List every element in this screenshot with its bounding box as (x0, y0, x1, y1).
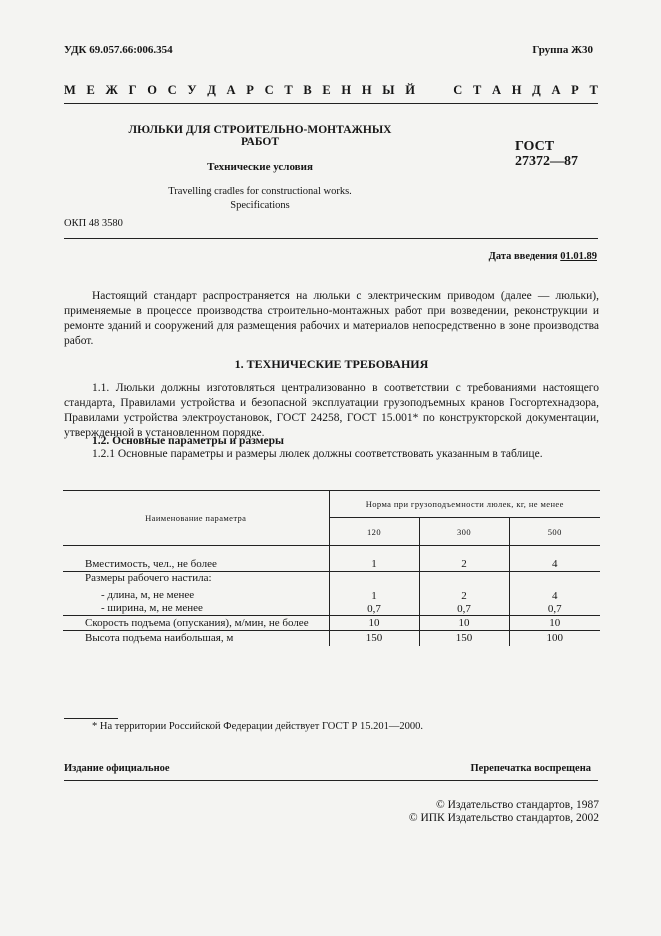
middle-rule (64, 238, 598, 239)
title-line-1: ЛЮЛЬКИ ДЛЯ СТРОИТЕЛЬНО-МОНТАЖНЫХ (128, 124, 392, 136)
english-title-line-2: Specifications (230, 200, 290, 211)
heading-letter: Н (341, 83, 352, 97)
heading-letter: Е (86, 83, 95, 97)
heading-letter: Ж (105, 83, 118, 97)
parameters-table (63, 490, 600, 646)
table-row (63, 616, 600, 631)
section-1-heading: 1. ТЕХНИЧЕСКИЕ ТРЕБОВАНИЯ (234, 357, 429, 371)
heading-letter: С (264, 83, 274, 97)
heading-letter: Й (405, 83, 415, 97)
heading-letter: Д (532, 83, 541, 97)
load-500-header: 500 (509, 518, 600, 546)
effective-date-label: Дата введения (488, 251, 561, 262)
row-label: Вместимость, чел., не более (85, 557, 217, 570)
row-value: 4 (509, 558, 600, 572)
heading-letter: Г (128, 83, 137, 97)
row-value: 10 (329, 616, 419, 631)
row-value: 4 (509, 589, 600, 602)
footnote: * На территории Российской Федерации действует ГОСТ Р 15.201—2000. (92, 721, 423, 732)
row-value: 10 (509, 616, 600, 631)
row-value: 100 (509, 631, 600, 646)
heading-letter: Ы (382, 83, 395, 97)
heading-letter: Р (571, 83, 579, 97)
heading-letter: Т (589, 83, 598, 97)
row-value: 1 (329, 558, 419, 572)
row-label: - ширина, м, не менее (101, 602, 203, 614)
heading-letter (439, 83, 442, 98)
heading-letter: С (167, 83, 177, 97)
copyright-line-2: © ИПК Издательство стандартов, 2002 (408, 812, 599, 824)
intro-paragraph: Настоящий стандарт распространяется на люльки с электрическим приводом (далее — люльки), применяемые в процессе производства строительно-монтажных работ при возведении, реконструкции и ремонте зданий и сооружений для размещения рабочих и материалов непосредственно в зоне производства работ. (64, 290, 599, 347)
heading-letter: С (453, 83, 463, 97)
document-title (100, 124, 420, 148)
table-row (63, 631, 600, 646)
load-120-header: 120 (329, 518, 419, 546)
paragraph-1-2-heading: 1.2. Основные параметры и размеры (92, 435, 284, 447)
row-label: - длина, м, не менее (101, 589, 195, 601)
document-subtitle: Технические условия (207, 161, 313, 173)
gost-number (515, 139, 578, 169)
heading-letter: А (551, 83, 561, 97)
reprint-prohibited: Перепечатка воспрещена (470, 763, 591, 774)
english-title-line-1: Travelling cradles for constructional works. (168, 186, 352, 197)
heading-letter: О (147, 83, 157, 97)
row-value: 150 (419, 631, 509, 646)
heading-letter: Е (322, 83, 331, 97)
heading-letter: А (226, 83, 236, 97)
copyright-line-1: © Издательство стандартов, 1987 (435, 799, 599, 811)
heading-letter: В (303, 83, 312, 97)
heading-letter: Т (284, 83, 293, 97)
bottom-rule (64, 780, 598, 781)
gost-code: 27372—87 (515, 154, 578, 169)
heading-letter: Т (472, 83, 482, 97)
official-edition: Издание официальное (64, 763, 170, 774)
row-value: 0,7 (329, 602, 419, 616)
table-row (63, 571, 600, 585)
effective-date-value: 01.01.89 (560, 251, 597, 262)
heading-letter: Н (361, 83, 372, 97)
paragraph-1-1: 1.1. Люльки должны изготовляться централизованно в соответствии с требованиями настоящего стандарта, Правилами устройства и безопасной эксплуатации грузоподъемных кранов Госгортехнадзора, Правилами устройства электроустановок, ГОСТ 24258, ГОСТ 15.001* по конструкторской документации, утвержденной в установленном порядке. (64, 382, 599, 439)
table-row (63, 589, 600, 602)
row-value: 10 (419, 616, 509, 631)
norm-header: Норма при грузоподъемности люлек, кг, не менее (329, 491, 600, 518)
interstate-standard-heading (64, 83, 598, 98)
row-value: 150 (329, 631, 419, 646)
heading-letter (426, 83, 429, 98)
row-value: 1 (329, 589, 419, 602)
okp-code: ОКП 48 3580 (64, 218, 123, 229)
row-label: Скорость подъема (опускания), м/мин, не более (85, 616, 309, 629)
heading-letter: У (187, 83, 197, 97)
heading-letter: Н (511, 83, 522, 97)
row-label: Размеры рабочего настила: (85, 571, 212, 584)
paragraph-1-2-1: 1.2.1 Основные параметры и размеры люлек должны соответствовать указанным в таблице. (92, 448, 543, 460)
row-value: 2 (419, 589, 509, 602)
row-value: 0,7 (509, 602, 600, 616)
table-row (63, 558, 600, 572)
table-row (63, 602, 600, 616)
heading-letter: Д (207, 83, 216, 97)
english-title (100, 185, 420, 213)
udk-code: УДК 69.057.66:006.354 (64, 44, 173, 56)
heading-letter: М (64, 83, 76, 97)
row-value: 2 (419, 558, 509, 572)
heading-letter: А (492, 83, 502, 97)
heading-letter: Р (246, 83, 254, 97)
effective-date (489, 251, 597, 262)
title-line-2: РАБОТ (241, 136, 279, 148)
row-value: 0,7 (419, 602, 509, 616)
row-label: Высота подъема наибольшая, м (85, 631, 234, 644)
load-300-header: 300 (419, 518, 509, 546)
gost-label: ГОСТ (515, 139, 555, 154)
group-code: Группа Ж30 (532, 44, 593, 56)
copyright (409, 799, 599, 825)
top-rule (64, 103, 598, 104)
footnote-rule (64, 718, 118, 719)
param-name-header: Наименование параметра (145, 513, 247, 523)
